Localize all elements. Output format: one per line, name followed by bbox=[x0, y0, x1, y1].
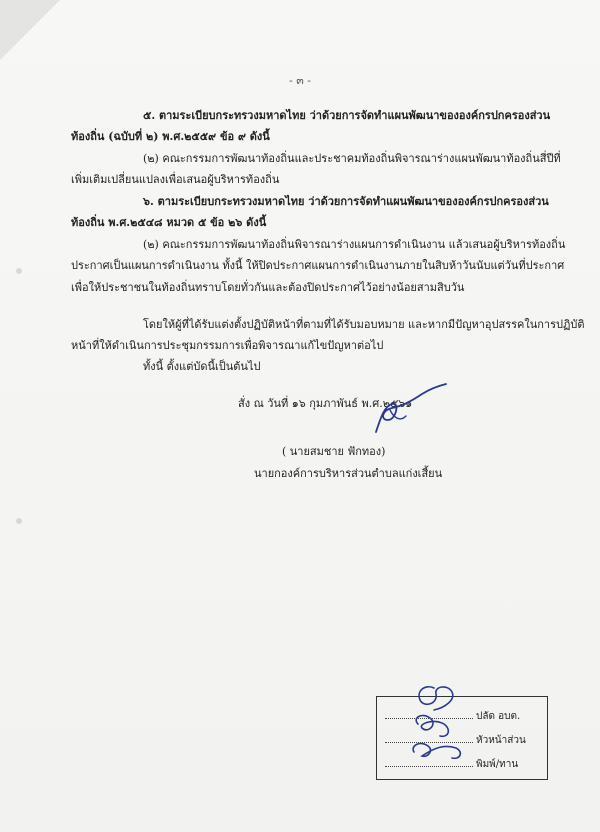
punch-hole bbox=[16, 518, 22, 524]
closing-line2: หน้าที่ให้ดำเนินการประชุมกรรมการเพื่อพิจารณาแก้ไขปัญหาต่อไป bbox=[71, 339, 384, 352]
effective-statement: ทั้งนี้ ตั้งแต่บัดนี้เป็นต้นไป bbox=[143, 360, 261, 373]
item5-body-line2: เพิ่มเติมเปลี่ยนแปลงเพื่อเสนอผู้บริหารท้องถิ่น bbox=[71, 173, 280, 186]
item5-heading-line2: ท้องถิ่น (ฉบับที่ ๒) พ.ศ.๒๕๕๙ ข้อ ๙ ดังนี้ bbox=[71, 130, 270, 143]
signatory-title: นายกองค์การบริหารส่วนตำบลแก่งเสี้ยน bbox=[254, 467, 443, 480]
item6-body-line1: (๒) คณะกรรมการพัฒนาท้องถิ่นพิจารณาร่างแผนการดำเนินงาน แล้วเสนอผู้บริหารท้องถิ่น bbox=[143, 238, 566, 251]
approval-label: หัวหน้าส่วน bbox=[476, 735, 526, 746]
page-fold-corner bbox=[0, 0, 60, 60]
signatory-name: ( นายสมชาย ฟักทอง) bbox=[282, 445, 386, 458]
approval-label: พิมพ์/ทาน bbox=[476, 759, 519, 770]
item6-body-line3: เพื่อให้ประชาชนในท้องถิ่นทราบโดยทั่วกันและต้องปิดประกาศไว้อย่างน้อยสามสิบวัน bbox=[71, 281, 465, 294]
item6-body-line2: ประกาศเป็นแผนการดำเนินงาน ทั้งนี้ ให้ปิดประกาศแผนการดำเนินงานภายในสิบห้าวันนับแต่วันที่ประกาศ bbox=[71, 259, 565, 272]
punch-hole bbox=[16, 268, 22, 274]
item6-heading-line2: ท้องถิ่น พ.ศ.๒๕๔๘ หมวด ๕ ข้อ ๒๖ ดังนี้ bbox=[71, 216, 267, 229]
closing-line1: โดยให้ผู้ที่ได้รับแต่งตั้งปฏิบัติหน้าที่ตามที่ได้รับมอบหมาย และหากมีปัญหาอุปสรรคในการปฏิบัติ bbox=[143, 318, 585, 331]
item5-body-line1: (๒) คณะกรรมการพัฒนาท้องถิ่นและประชาคมท้องถิ่นพิจารณาร่างแผนพัฒนาท้องถิ่นสี่ปีที่ bbox=[143, 152, 561, 165]
order-date: สั่ง ณ วันที่ ๑๖ กุมภาพันธ์ พ.ศ.๒๕๖๑ bbox=[238, 397, 413, 410]
item6-heading-line1: ๖. ตามระเบียบกระทรวงมหาดไทย ว่าด้วยการจัดทำแผนพัฒนาขององค์กรปกครองส่วน bbox=[143, 195, 549, 208]
approval-signature-mark bbox=[404, 678, 474, 774]
approval-label: ปลัด อบต. bbox=[476, 711, 521, 722]
signature-mark bbox=[370, 380, 450, 440]
page-number: - ๓ - bbox=[289, 74, 311, 87]
item5-heading-line1: ๕. ตามระเบียบกระทรวงมหาดไทย ว่าด้วยการจัดทำแผนพัฒนาขององค์กรปกครองส่วน bbox=[143, 109, 551, 122]
